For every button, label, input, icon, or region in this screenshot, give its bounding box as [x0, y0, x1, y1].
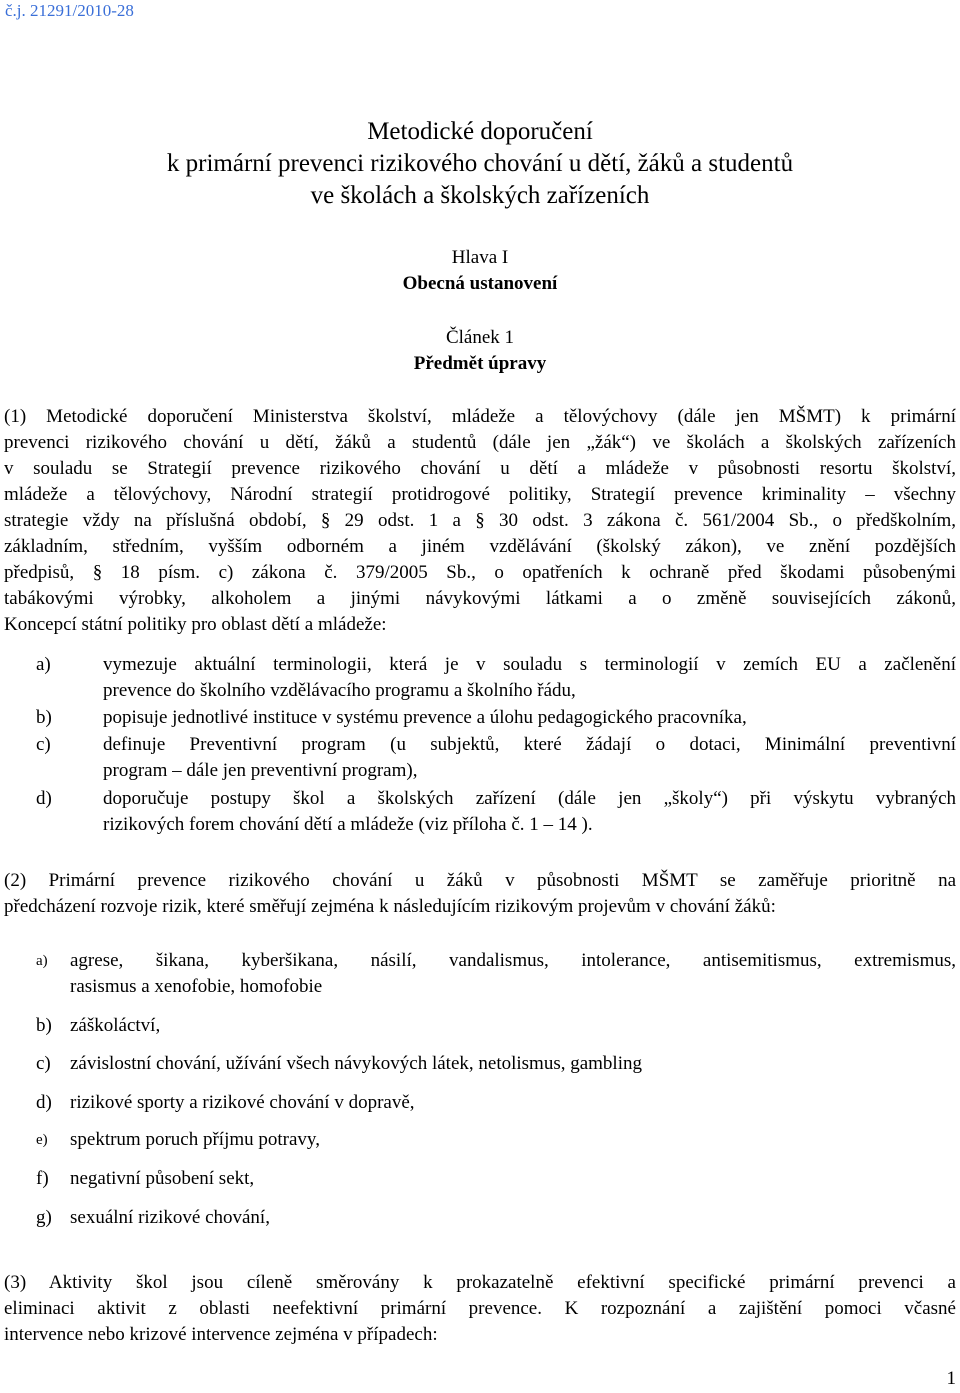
list-item-line: prevence do školního vzdělávacího programu a školního řádu,	[103, 680, 576, 701]
list-item-line: popisuje jednotlivé instituce v systému prevence a úlohu pedagogického pracovníka,	[103, 707, 747, 728]
article-name: Předmět úpravy	[413, 353, 547, 374]
paragraph-1-line: strategie vždy na příslušná období, § 29 odst. 1 a § 30 odst. 3 zákona č. 561/2004 Sb., o předškolním,	[4, 510, 956, 531]
list-marker: c)	[36, 734, 51, 755]
paragraph-3-line: (3) Aktivity škol jsou cíleně směrovány k prokazatelně efektivní specifické primární prevenci a	[4, 1272, 956, 1293]
paragraph-2-line: (2) Primární prevence rizikového chování u žáků v působnosti MŠMT se zaměřuje prioritně na	[4, 870, 956, 891]
paragraph-3	[4, 1270, 956, 1348]
paragraph-1-line: tabákovými výrobky, alkoholem a jinými návykovými látkami a o změně souvisejících zákonů,	[4, 588, 956, 609]
list-item-line: rasismus a xenofobie, homofobie	[70, 976, 323, 997]
risk-list-item	[36, 1090, 956, 1116]
paragraph-3-line: eliminaci aktivit z oblasti neefektivní primární prevence. K rozpoznání a zajištění pomoci včasné	[4, 1298, 956, 1319]
paragraph-1-line: prevenci rizikového chování u dětí, žáků a studentů (dále jen „žák“) ve školách a školských zařízeních	[4, 432, 956, 453]
risk-list-item	[36, 1166, 956, 1192]
list-item-line: rizikových forem chování dětí a mládeže (viz příloha č. 1 – 14 ).	[103, 814, 593, 835]
article-label: Článek 1	[445, 327, 515, 348]
paragraph-1-line: v souladu se Strategií prevence rizikového chování u dětí a mládeže v působnosti resortu školství,	[4, 458, 956, 479]
list-item-line: spektrum poruch příjmu potravy,	[70, 1129, 320, 1150]
list-item-line: definuje Preventivní program (u subjektů, které žádají o dotaci, Minimální preventivní	[103, 734, 956, 755]
paragraph-2	[4, 868, 956, 920]
chapter-label: Hlava I	[451, 247, 509, 268]
paragraph-1	[4, 404, 956, 638]
page-number: 1	[946, 1368, 956, 1389]
title-line-1: Metodické doporučení	[367, 118, 593, 145]
risk-list-item	[36, 1127, 956, 1153]
list-item-line: doporučuje postupy škol a školských zařízení (dále jen „školy“) při výskytu vybraných	[103, 788, 956, 809]
paragraph-1-line: mládeže a tělovýchovy, Národní strategií protidrogové politiky, Strategií prevence kriminality – všechny	[4, 484, 956, 505]
list-marker: d)	[36, 1092, 52, 1113]
list-marker: b)	[36, 707, 52, 728]
list-marker: f)	[36, 1168, 49, 1189]
list-item	[36, 705, 956, 731]
paragraph-1-line: Koncepcí státní politiky pro oblast dětí a mládeže:	[4, 614, 387, 635]
document-reference: č.j. 21291/2010-28	[5, 1, 134, 20]
list-marker: e)	[36, 1132, 48, 1148]
list-marker: b)	[36, 1015, 52, 1036]
list-item-line: závislostní chování, užívání všech návykových látek, netolismus, gambling	[70, 1053, 642, 1074]
paragraph-2-line: předcházení rozvoje rizik, které směřují zejména k následujícím rizikovým projevům v chování žáků:	[4, 896, 776, 917]
risk-list-item	[36, 948, 956, 1000]
list-item	[36, 652, 956, 704]
title-line-3: ve školách a školských zařízeních	[310, 182, 650, 209]
risk-list-item	[36, 1013, 956, 1039]
list-item-line: sexuální rizikové chování,	[70, 1207, 270, 1228]
paragraph-1-line: předpisů, § 18 písm. c) zákona č. 379/2005 Sb., o opatřeních k ochraně před škodami působenými	[4, 562, 956, 583]
chapter-name: Obecná ustanovení	[402, 273, 558, 294]
paragraph-1-line: základním, středním, vyšším odborném a jiném vzdělávání (školský zákon), ve znění pozdějších	[4, 536, 956, 557]
list-item-line: vymezuje aktuální terminologii, která je v souladu s terminologií v zemích EU a začlenění	[103, 654, 956, 675]
list-marker: d)	[36, 788, 52, 809]
list-item-line: program – dále jen preventivní program),	[103, 760, 418, 781]
risk-list-item	[36, 1205, 956, 1231]
list-marker: c)	[36, 1053, 51, 1074]
list-marker: a)	[36, 953, 48, 969]
list-marker: g)	[36, 1207, 52, 1228]
list-item-line: rizikové sporty a rizikové chování v dopravě,	[70, 1092, 415, 1113]
list-item	[36, 786, 956, 838]
risk-list-item	[36, 1051, 956, 1077]
list-marker: a)	[36, 654, 51, 675]
list-item-line: agrese, šikana, kyberšikana, násilí, vandalismus, intolerance, antisemitismus, extremismus,	[70, 950, 956, 971]
paragraph-3-line: intervence nebo krizové intervence zejména v případech:	[4, 1324, 438, 1345]
title-line-2: k primární prevenci rizikového chování u dětí, žáků a studentů	[166, 150, 794, 177]
list-item-line: záškoláctví,	[70, 1015, 161, 1036]
list-item-line: negativní působení sekt,	[70, 1168, 255, 1189]
paragraph-1-line: (1) Metodické doporučení Ministerstva školství, mládeže a tělovýchovy (dále jen MŠMT) k primární	[4, 406, 956, 427]
list-item	[36, 732, 956, 784]
